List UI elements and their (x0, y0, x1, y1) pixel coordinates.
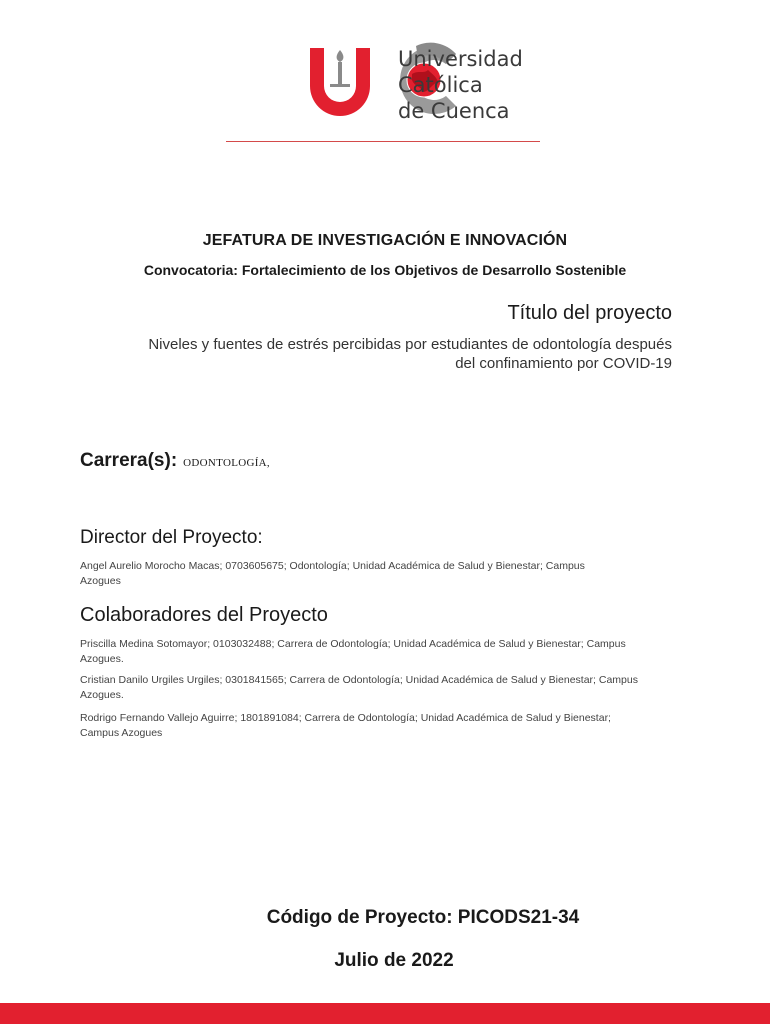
collaborator-line-1: Cristian Danilo Urgiles Urgiles; 0301841565; Carrera de Odontología; Unidad Académica de Salud y Bienestar; Campus (80, 674, 638, 686)
project-title-label: Título del proyecto (507, 302, 672, 324)
director-line-2: Azogues (80, 575, 121, 587)
career-value: ODONTOLOGÍA, (183, 457, 270, 469)
department-heading: JEFATURA DE INVESTIGACIÓN E INNOVACIÓN (202, 232, 568, 249)
collaborator-line-1: Priscilla Medina Sotomayor; 0103032488; Carrera de Odontología; Unidad Académica de Salud y Bienestar; Campus (80, 638, 626, 650)
project-title-line-1: Niveles y fuentes de estrés percibidas por estudiantes de odontología después (148, 336, 672, 353)
director-details (80, 559, 660, 589)
collaborators-label: Colaboradores del Proyecto (80, 604, 328, 626)
footer-bar (0, 1003, 770, 1024)
project-title-text (72, 335, 672, 373)
project-code: Código de Proyecto: PICODS21-34 (266, 907, 580, 928)
director-line-1: Angel Aurelio Morocho Macas; 0703605675; Odontología; Unidad Académica de Salud y Bienestar; Campus (80, 560, 585, 572)
logo-line-2: Católica (398, 73, 483, 97)
call-subheading: Convocatoria: Fortalecimiento de los Objetivos de Desarrollo Sostenible (143, 262, 627, 278)
career-row (80, 450, 270, 472)
header-divider (226, 141, 540, 142)
career-label: Carrera(s): (80, 450, 178, 471)
logo-line-1: Universidad (398, 47, 523, 71)
collaborator-line-2: Azogues. (80, 689, 124, 701)
collaborator-line-1: Rodrigo Fernando Vallejo Aguirre; 1801891084; Carrera de Odontología; Unidad Académica de Salud y Bienestar; (80, 712, 611, 724)
project-title-line-2: del confinamiento por COVID-19 (455, 355, 672, 372)
collaborator-line-2: Azogues. (80, 653, 124, 665)
collaborator-item (80, 711, 710, 741)
torch-icon (330, 50, 350, 87)
collaborator-item (80, 637, 710, 667)
director-label: Director del Proyecto: (80, 527, 263, 548)
collaborator-line-2: Campus Azogues (80, 727, 163, 739)
logo-line-3: de Cuenca (398, 99, 510, 123)
project-date: Julio de 2022 (334, 950, 454, 971)
collaborator-item (80, 673, 710, 703)
logo-text (398, 46, 523, 124)
